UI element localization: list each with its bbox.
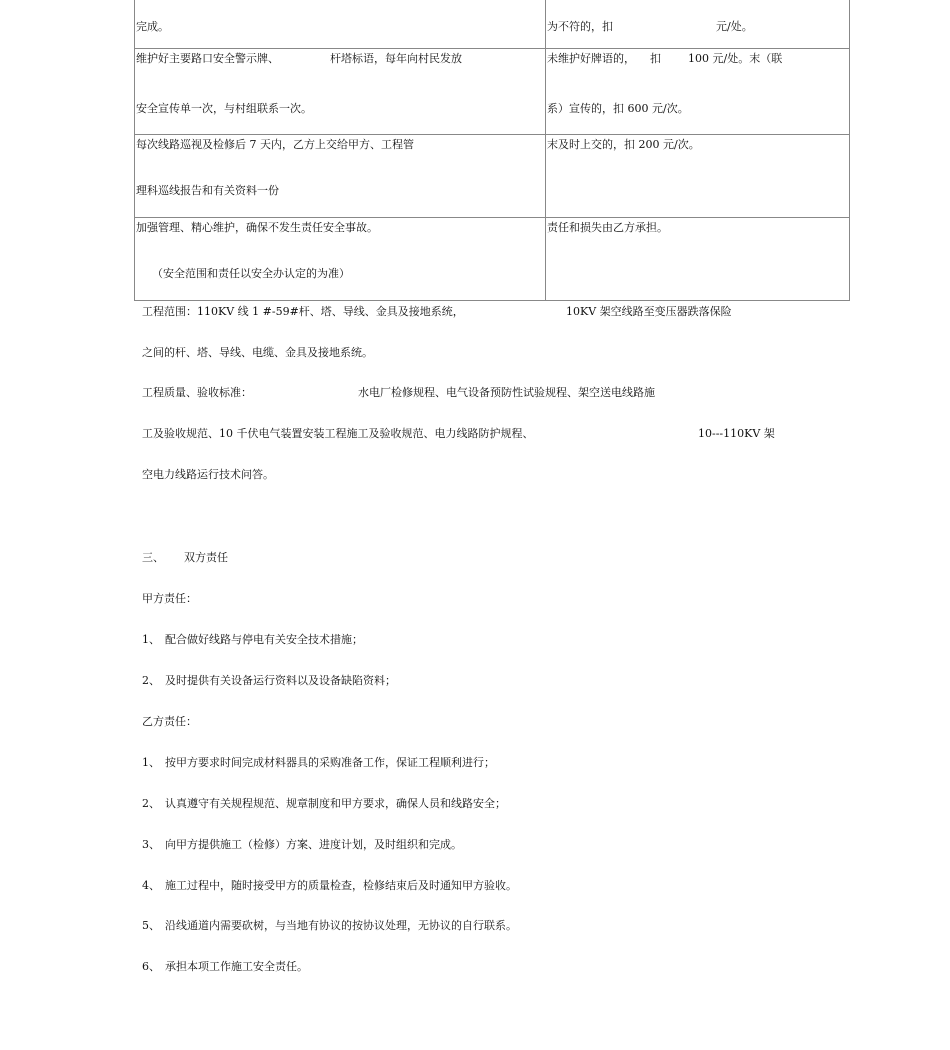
table-cell-right: 元/处。	[716, 20, 753, 33]
section-title: 双方责任	[184, 551, 228, 564]
table-cell-left: 加强管理、精心维护，确保不发生责任安全事故。	[136, 221, 378, 234]
table-column-divider	[545, 0, 546, 301]
table-cell-right: 末及时上交的，扣 200 元/次。	[547, 138, 700, 151]
table-cell-left: 维护好主要路口安全警示牌、	[136, 52, 279, 65]
party-a-heading: 甲方责任：	[142, 592, 197, 605]
scope-text: 之间的杆、塔、导线、电缆、金具及接地系统。	[142, 346, 373, 359]
list-item-number: 5、	[142, 919, 160, 932]
list-item-number: 6、	[142, 960, 160, 973]
table-cell-left: 每次线路巡视及检修后 7 天内，乙方上交给甲方、工程管	[136, 138, 414, 151]
scope-text: 工程范围：110KV 线 1 #-59#杆、塔、导线、金具及接地系统，	[142, 305, 464, 318]
list-item: 施工过程中，随时接受甲方的质量检查，检修结束后及时通知甲方验收。	[165, 879, 517, 892]
list-item: 认真遵守有关规程规范、规章制度和甲方要求，确保人员和线路安全；	[165, 797, 506, 810]
table-cell-right: 责任和损失由乙方承担。	[547, 221, 668, 234]
table-cell-left: （安全范围和责任以安全办认定的为准）	[152, 267, 350, 280]
list-item: 及时提供有关设备运行资料以及设备缺陷资料；	[165, 674, 396, 687]
table-cell-right: 系）宣传的，扣 600 元/次。	[547, 102, 689, 115]
table-cell-left: 杆塔标语，每年向村民发放	[330, 52, 462, 65]
list-item: 承担本项工作施工安全责任。	[165, 960, 308, 973]
list-item-number: 1、	[142, 633, 160, 646]
table-row-divider	[134, 217, 850, 218]
list-item-number: 1、	[142, 756, 160, 769]
scope-text: 10KV 架空线路至变压器跌落保险	[566, 305, 732, 318]
quality-text: 工及验收规范、10 千伏电气装置安装工程施工及验收规范、电力线路防护规程、	[142, 427, 534, 440]
list-item: 按甲方要求时间完成材料器具的采购准备工作，保证工程顺利进行；	[165, 756, 495, 769]
list-item: 沿线通道内需要砍树，与当地有协议的按协议处理，无协议的自行联系。	[165, 919, 517, 932]
table-cell-right: 为不符的，扣	[547, 20, 613, 33]
section-number: 三、	[142, 551, 164, 564]
list-item: 配合做好线路与停电有关安全技术措施；	[165, 633, 363, 646]
party-b-heading: 乙方责任：	[142, 715, 197, 728]
table-cell-right: 扣	[650, 52, 661, 65]
table-cell-right: 100 元/处。末（联	[688, 52, 783, 65]
quality-text: 空电力线路运行技术问答。	[142, 468, 274, 481]
list-item-number: 2、	[142, 797, 160, 810]
list-item-number: 4、	[142, 879, 160, 892]
table-cell-left: 理科巡线报告和有关资料一份	[136, 184, 279, 197]
table-row-divider	[134, 48, 850, 49]
quality-text: 工程质量、验收标准：	[142, 386, 252, 399]
list-item: 向甲方提供施工（检修）方案、进度计划，及时组织和完成。	[165, 838, 462, 851]
table-cell-right: 未维护好牌语的，	[547, 52, 635, 65]
quality-text: 10---110KV 架	[698, 427, 775, 440]
list-item-number: 3、	[142, 838, 160, 851]
table-cell-left: 安全宣传单一次，与村组联系一次。	[136, 102, 312, 115]
quality-text: 水电厂检修规程、电气设备预防性试验规程、架空送电线路施	[358, 386, 655, 399]
table-row-divider	[134, 134, 850, 135]
list-item-number: 2、	[142, 674, 160, 687]
table-cell-left: 完成。	[136, 20, 169, 33]
